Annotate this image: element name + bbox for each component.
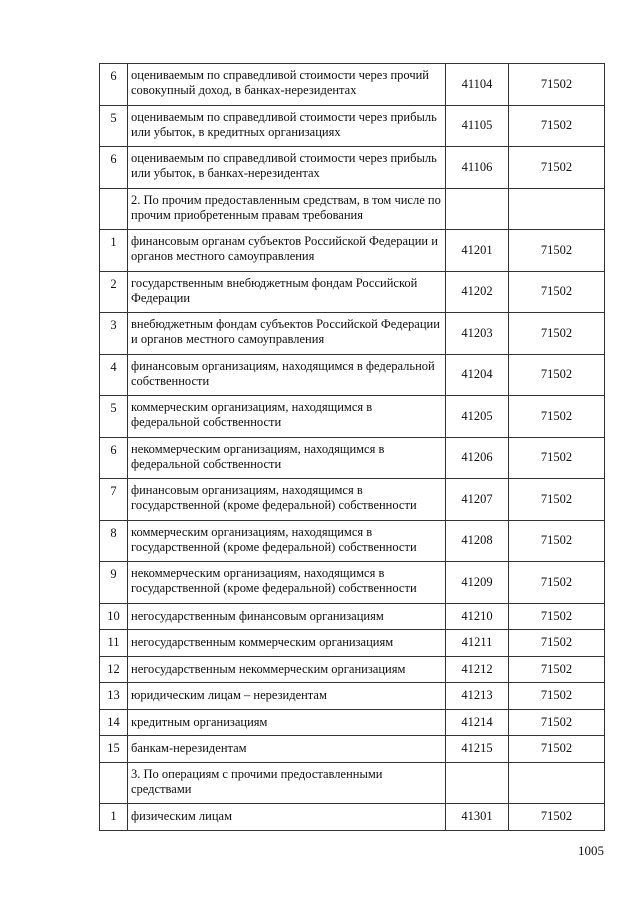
account-code: 41104 xyxy=(446,64,509,106)
correspondent-code: 71502 xyxy=(509,562,605,604)
table-row xyxy=(100,562,605,604)
correspondent-code: 71502 xyxy=(509,147,605,189)
row-description: юридическим лицам – нерезидентам xyxy=(128,683,446,710)
row-description: кредитным организациям xyxy=(128,709,446,736)
row-number: 6 xyxy=(100,64,128,106)
row-number: 5 xyxy=(100,105,128,147)
table-row xyxy=(100,520,605,562)
correspondent-code: 71502 xyxy=(509,603,605,630)
correspondent-code: 71502 xyxy=(509,479,605,521)
row-description: 2. По прочим предоставленным средствам, в том числе по прочим приобретенным правам требования xyxy=(128,188,446,230)
account-code: 41201 xyxy=(446,230,509,272)
row-description: внебюджетным фондам субъектов Российской Федерации и органов местного самоуправления xyxy=(128,313,446,355)
row-description: негосударственным некоммерческим организациям xyxy=(128,656,446,683)
row-description: банкам-нерезидентам xyxy=(128,736,446,763)
correspondent-code: 71502 xyxy=(509,630,605,657)
row-description: оцениваемым по справедливой стоимости через прибыль или убыток, в банках-нерезидентах xyxy=(128,147,446,189)
row-description: финансовым органам субъектов Российской Федерации и органов местного самоуправления xyxy=(128,230,446,272)
account-code: 41210 xyxy=(446,603,509,630)
correspondent-code: 71502 xyxy=(509,271,605,313)
row-number: 3 xyxy=(100,313,128,355)
row-number: 2 xyxy=(100,271,128,313)
row-number: 9 xyxy=(100,562,128,604)
table-row xyxy=(100,230,605,272)
section-header-row xyxy=(100,188,605,230)
account-code: 41204 xyxy=(446,354,509,396)
row-description: 3. По операциям с прочими предоставленными средствами xyxy=(128,762,446,804)
account-code: 41208 xyxy=(446,520,509,562)
table-row xyxy=(100,683,605,710)
row-number: 7 xyxy=(100,479,128,521)
row-description: негосударственным коммерческим организациям xyxy=(128,630,446,657)
table-row xyxy=(100,736,605,763)
account-code: 41202 xyxy=(446,271,509,313)
row-description: некоммерческим организациям, находящимся в государственной (кроме федеральной) собственности xyxy=(128,562,446,604)
row-number: 13 xyxy=(100,683,128,710)
account-code: 41106 xyxy=(446,147,509,189)
account-code: 41215 xyxy=(446,736,509,763)
row-number: 12 xyxy=(100,656,128,683)
row-number: 1 xyxy=(100,804,128,831)
row-description: коммерческим организациям, находящимся в федеральной собственности xyxy=(128,396,446,438)
correspondent-code: 71502 xyxy=(509,105,605,147)
correspondent-code: 71502 xyxy=(509,354,605,396)
account-code: 41203 xyxy=(446,313,509,355)
correspondent-code xyxy=(509,188,605,230)
correspondent-code: 71502 xyxy=(509,656,605,683)
row-number: 11 xyxy=(100,630,128,657)
section-header-row xyxy=(100,762,605,804)
row-description: оцениваемым по справедливой стоимости через прибыль или убыток, в кредитных организациях xyxy=(128,105,446,147)
correspondent-code: 71502 xyxy=(509,736,605,763)
table-row xyxy=(100,630,605,657)
row-number xyxy=(100,762,128,804)
row-description: финансовым организациям, находящимся в государственной (кроме федеральной) собственности xyxy=(128,479,446,521)
table-row xyxy=(100,437,605,479)
correspondent-code: 71502 xyxy=(509,804,605,831)
account-code xyxy=(446,188,509,230)
account-code xyxy=(446,762,509,804)
account-code: 41209 xyxy=(446,562,509,604)
correspondent-code: 71502 xyxy=(509,683,605,710)
row-number: 14 xyxy=(100,709,128,736)
row-description: коммерческим организациям, находящимся в государственной (кроме федеральной) собственности xyxy=(128,520,446,562)
account-code: 41206 xyxy=(446,437,509,479)
row-number: 15 xyxy=(100,736,128,763)
table-row xyxy=(100,64,605,106)
table-row xyxy=(100,656,605,683)
row-number: 4 xyxy=(100,354,128,396)
account-code: 41214 xyxy=(446,709,509,736)
account-code: 41213 xyxy=(446,683,509,710)
account-code: 41207 xyxy=(446,479,509,521)
row-number: 10 xyxy=(100,603,128,630)
row-description: негосударственным финансовым организациям xyxy=(128,603,446,630)
correspondent-code: 71502 xyxy=(509,313,605,355)
table-row xyxy=(100,147,605,189)
account-code: 41212 xyxy=(446,656,509,683)
page-number: 1005 xyxy=(578,843,604,858)
table-row xyxy=(100,396,605,438)
row-description: финансовым организациям, находящимся в федеральной собственности xyxy=(128,354,446,396)
account-code: 41105 xyxy=(446,105,509,147)
table-row xyxy=(100,804,605,831)
table-row xyxy=(100,709,605,736)
correspondent-code: 71502 xyxy=(509,396,605,438)
account-code: 41205 xyxy=(446,396,509,438)
correspondent-code: 71502 xyxy=(509,437,605,479)
correspondent-code: 71502 xyxy=(509,64,605,106)
row-number: 6 xyxy=(100,147,128,189)
account-code: 41301 xyxy=(446,804,509,831)
table-row xyxy=(100,271,605,313)
row-number: 8 xyxy=(100,520,128,562)
table-row xyxy=(100,479,605,521)
row-number: 6 xyxy=(100,437,128,479)
correspondent-code xyxy=(509,762,605,804)
table-row xyxy=(100,313,605,355)
account-code: 41211 xyxy=(446,630,509,657)
row-number xyxy=(100,188,128,230)
row-description: некоммерческим организациям, находящимся в федеральной собственности xyxy=(128,437,446,479)
row-description: государственным внебюджетным фондам Российской Федерации xyxy=(128,271,446,313)
table-row xyxy=(100,105,605,147)
correspondent-code: 71502 xyxy=(509,709,605,736)
accounts-table xyxy=(99,63,605,831)
row-number: 1 xyxy=(100,230,128,272)
correspondent-code: 71502 xyxy=(509,520,605,562)
table-row xyxy=(100,603,605,630)
table-row xyxy=(100,354,605,396)
correspondent-code: 71502 xyxy=(509,230,605,272)
row-description: оцениваемым по справедливой стоимости через прочий совокупный доход, в банках-нерезидентах xyxy=(128,64,446,106)
row-number: 5 xyxy=(100,396,128,438)
row-description: физическим лицам xyxy=(128,804,446,831)
